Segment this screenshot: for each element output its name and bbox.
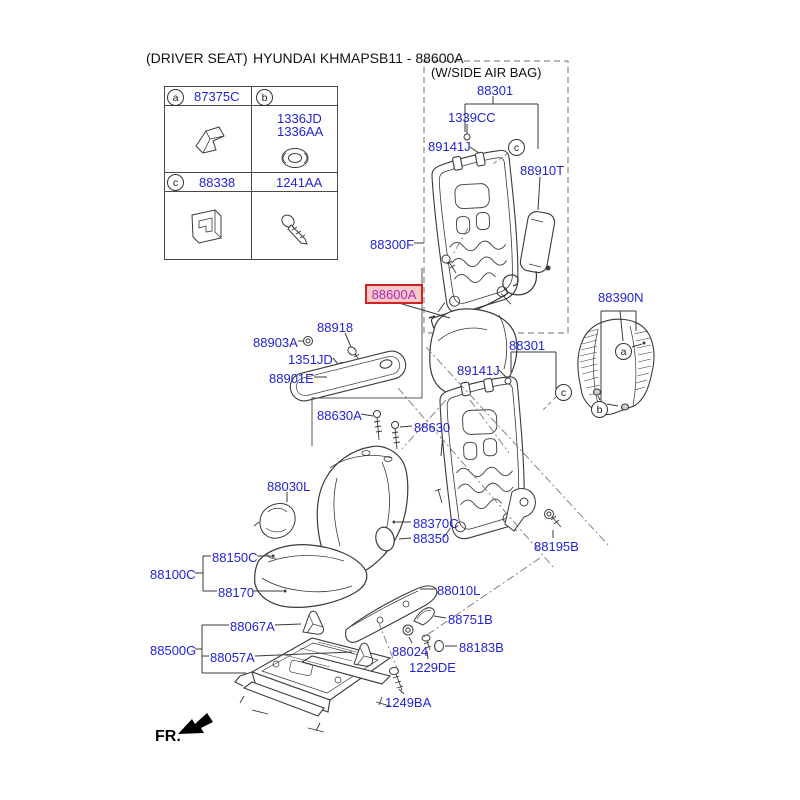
callout-88903A[interactable]: 88903A bbox=[253, 335, 298, 350]
callout-88390N[interactable]: 88390N bbox=[598, 290, 644, 305]
legend-icon-seat-back-clip bbox=[192, 210, 221, 243]
callout-88910T[interactable]: 88910T bbox=[520, 163, 565, 178]
callout-88751B[interactable]: 88751B bbox=[448, 612, 493, 627]
airbag-box-title: (W/SIDE AIR BAG) bbox=[431, 65, 542, 80]
callout-88057A[interactable]: 88057A bbox=[210, 650, 255, 665]
callout-88300F[interactable]: 88300F bbox=[370, 237, 415, 252]
side-cover-88030L-drawing bbox=[254, 504, 295, 539]
callout-1241AA[interactable]: 1241AA bbox=[276, 175, 323, 190]
callout-88338[interactable]: 88338 bbox=[199, 175, 236, 190]
callout-89141J-airbag[interactable]: 89141J bbox=[428, 139, 471, 154]
callout-88500G[interactable]: 88500G bbox=[150, 643, 197, 658]
legend-marker-b: b bbox=[256, 89, 273, 106]
legend-marker-c: c bbox=[167, 174, 184, 191]
callout-87375C[interactable]: 87375C bbox=[194, 89, 240, 104]
callout-88350[interactable]: 88350 bbox=[413, 531, 450, 546]
callout-88301-airbag[interactable]: 88301 bbox=[477, 83, 514, 98]
callout-88010L[interactable]: 88010L bbox=[437, 583, 481, 598]
page-subtitle: (DRIVER SEAT) bbox=[146, 50, 248, 66]
diagram-marker-c2: c bbox=[555, 384, 572, 401]
callout-88901E[interactable]: 88901E bbox=[269, 371, 314, 386]
diagram-marker-c1: c bbox=[508, 139, 525, 156]
screw-1249BA-drawing bbox=[390, 668, 404, 691]
fr-label: FR. bbox=[155, 728, 181, 745]
side-airbag-module-drawing bbox=[519, 210, 556, 274]
callout-88100C[interactable]: 88100C bbox=[150, 567, 196, 582]
callout-88600A-highlighted[interactable]: 88600A bbox=[365, 284, 423, 304]
nut-88903A-drawing bbox=[304, 337, 313, 346]
bracket-88057A-drawing bbox=[354, 643, 373, 666]
callout-1351JD[interactable]: 1351JD bbox=[288, 352, 333, 367]
callout-88150C[interactable]: 88150C bbox=[212, 550, 258, 565]
callout-88170[interactable]: 88170 bbox=[218, 585, 255, 600]
legend-icon-headrest-guide-clip bbox=[196, 127, 224, 153]
callout-88630[interactable]: 88630 bbox=[414, 420, 451, 435]
cap-88183B-drawing bbox=[435, 641, 444, 652]
bolt-88195B-drawing bbox=[545, 510, 562, 528]
callout-88024[interactable]: 88024 bbox=[392, 644, 429, 659]
callout-89141J[interactable]: 89141J bbox=[457, 363, 500, 378]
callout-88370C[interactable]: 88370C bbox=[413, 516, 459, 531]
callout-1229DE[interactable]: 1229DE bbox=[409, 660, 456, 675]
bracket-88067A-drawing bbox=[303, 611, 324, 634]
callout-1339CC[interactable]: 1339CC bbox=[448, 110, 496, 125]
callout-88301[interactable]: 88301 bbox=[509, 338, 546, 353]
legend-icon-bushing-grommet bbox=[282, 149, 308, 168]
seatback-frame-airbag-drawing bbox=[430, 150, 521, 314]
page-title: HYUNDAI KHMAPSB11 - 88600A bbox=[253, 50, 464, 66]
callout-88918[interactable]: 88918 bbox=[317, 320, 354, 335]
callout-1336AA[interactable]: 1336AA bbox=[277, 124, 324, 139]
screw-88630A-drawing bbox=[374, 411, 383, 441]
panel-marker-b: b bbox=[591, 401, 608, 418]
back-panel-88390N-drawing bbox=[578, 319, 654, 414]
legend-marker-a: a bbox=[167, 89, 184, 106]
screw-88630-drawing bbox=[392, 422, 401, 450]
callout-1249BA[interactable]: 1249BA bbox=[385, 695, 432, 710]
knob-88024-drawing bbox=[403, 625, 413, 635]
callout-88030L[interactable]: 88030L bbox=[267, 479, 311, 494]
panel-marker-a: a bbox=[615, 343, 632, 360]
fr-direction-arrow bbox=[178, 713, 213, 734]
callout-88630A[interactable]: 88630A bbox=[317, 408, 362, 423]
callout-1336JD[interactable]: 1336JD bbox=[277, 111, 322, 126]
legend-icon-tapping-screw bbox=[279, 213, 307, 244]
callout-88067A[interactable]: 88067A bbox=[230, 619, 275, 634]
callout-88195B[interactable]: 88195B bbox=[534, 539, 579, 554]
callout-88183B[interactable]: 88183B bbox=[459, 640, 504, 655]
